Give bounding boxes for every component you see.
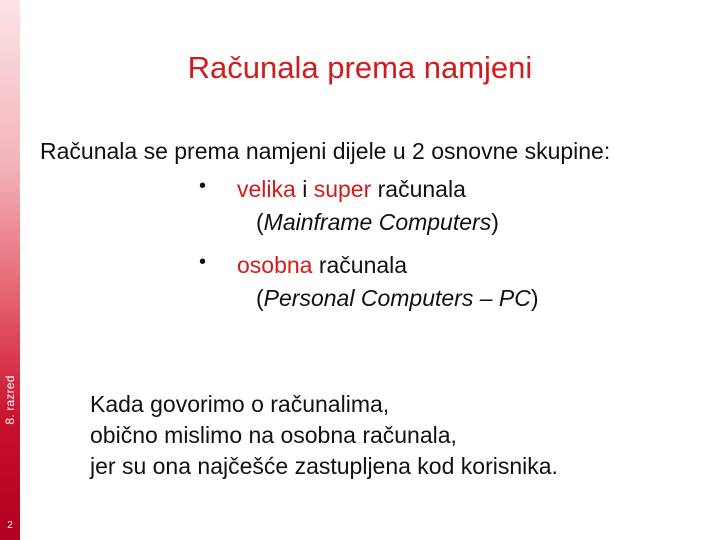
- paren-close: ): [530, 285, 539, 311]
- slide-title: Računala prema namjeni: [187, 50, 533, 85]
- english-term: Personal Computers – PC: [263, 285, 531, 311]
- intro-text: Računala se prema namjeni dijele u 2 osnovne skupine:: [40, 138, 611, 164]
- note-paragraph: [90, 389, 558, 482]
- bullet-line: [237, 250, 407, 280]
- bullet-rest-text: računala: [371, 176, 466, 202]
- note-line: jer su ona najčešće zastupljena kod korisnika.: [90, 453, 558, 479]
- english-term: Mainframe Computers: [263, 209, 492, 235]
- paren-open: (: [256, 285, 264, 311]
- bullet-marker: •: [199, 175, 207, 197]
- bullet-subtext: [256, 283, 539, 313]
- note-line: obično mislimo na osobna računala,: [90, 422, 457, 448]
- highlight-word: osobna: [237, 252, 313, 278]
- paren-close: ): [491, 209, 499, 235]
- bullet-marker: •: [199, 251, 207, 273]
- paren-open: (: [256, 209, 264, 235]
- highlight-word: super: [313, 176, 372, 202]
- highlight-word: velika: [237, 176, 296, 202]
- bullet-line: [237, 174, 466, 204]
- page-number: 2: [7, 520, 13, 531]
- grade-label: 8. razred: [3, 375, 17, 425]
- bullet-rest-text: računala: [312, 252, 408, 278]
- bullet-subtext: [256, 207, 499, 237]
- note-line: Kada govorimo o računalima,: [90, 391, 390, 417]
- connector-text: i: [295, 176, 314, 202]
